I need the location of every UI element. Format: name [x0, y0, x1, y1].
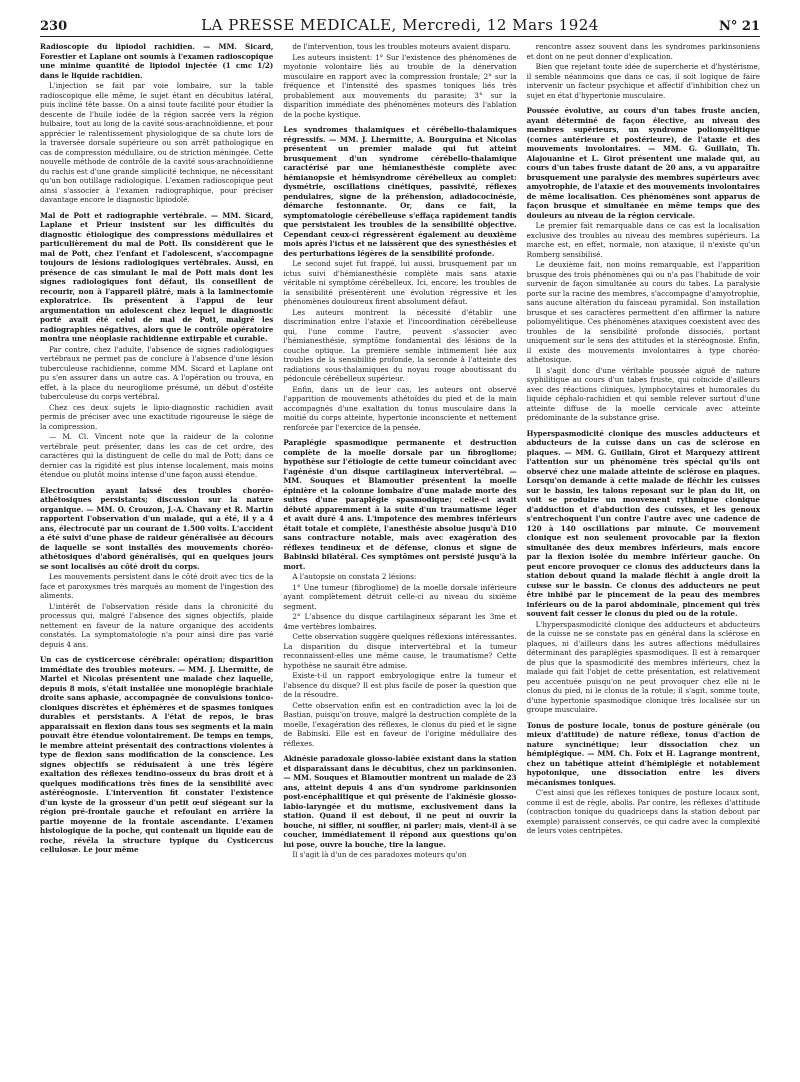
paragraph: C'est ainsi que les réflexes toniques de posture locaux sont, comme il est de règle, abolis. Par contre, les réflexes d'attitude (contraction tonique du quadriceps dans la station debout par exemple) paraissent conservés, ce qui cadre avec la complexité de leurs voies centripètes.: [526, 788, 760, 835]
column-left: [40, 42, 273, 1074]
article-heading: Electrocution ayant laissé des troubles choréo-athétosiques persistants; discussion sur la nature organique. — MM. O. Crouzon, J.-A. Chavany et R. Martin rapportent l'observation d'un malade, qui a été, il y a 4 ans, électrocuté par un courant de 1.500 volts. L'accident a été suivi d'une phase de raideur généralisée au décours de laquelle se sont installés des mouvements choréo-athétosiques d'abord généralisés, qui en quelques jours se sont localisés au côté droit du corps.: [40, 485, 274, 571]
paragraph: Enfin, dans un de leur cas, les auteurs ont observé l'apparition de mouvements athétoïdes du pied et de la main accompagnés d'une exaltation du tonus musculaire dans la moitié du corps atteinte, hypertonie inconsciente et nettement renforcée par l'exercice de la pensée.: [283, 384, 517, 432]
paragraph: L'hyperspasmodicité clonique des adducteurs et abducteurs de la cuisse ne se constate pas en général dans la sclérose en plaques, ni d'ailleurs dans les autres affections médullaires déterminant des paraplégies spasmodiques. Il est à remarquer de plus que la spasmodicité des membres inférieurs, chez la malade qui fait l'objet de cette présentation, est relativement peu accentuée puisqu'on ne peut provoquer chez elle ni le clonus du pied, ni le clonus de la rotule; il s'agit, somme toute, d'une hypertonie spasmodique clonique très localisée sur un groupe musculaire.: [526, 619, 760, 714]
article-heading: Hyperspasmodicité clonique des muscles adducteurs et abducteurs de la cuisse dans un cas de sclérose en plaques. — MM. G. Guillain, Girot et Marquezy attirent l'attention sur un phénomène très spécial qu'ils ont observé chez une malade atteinte de sclérose en plaques. Lorsqu'on demande à cette malade de fléchir les cuisses sur le bassin, les talons reposant sur le plan du lit, on voit se produire un mouvement rythmique clonique d'adduction et d'abduction des cuisses, et les genoux s'entrechoquent l'un contre l'autre avec une cadence de 120 à 140 oscillations par minute. Ce mouvement clonique est non seulement provocable par la flexion simultanée des deux membres inférieurs, mais encore par la flexion isolée du membre inférieur gauche. On peut encore provoquer ce clonus des adducteurs dans la station debout quand la malade fléchit à angle droit la cuisse sur le bassin. Ce clonus des adducteurs ne peut être inhibé par le pincement de la peau des membres inférieurs ou de la paroi abdominale, pincement qui très souvent fait cesser le clonus du pied ou de la rotule.: [526, 428, 760, 618]
paragraph: de l'intervention, tous les troubles moteurs avaient disparu.: [292, 42, 511, 51]
paragraph: rencontre assez souvent dans les syndromes parkinsoniens et dont on ne peut donner d'explication.: [526, 42, 760, 61]
article-heading: Mal de Pott et radiographie vertébrale. — MM. Sicard, Laplane et Prieur insistent sur les difficultés du diagnostic étiologique des compressions médullaires et particulièrement du mal de Pott. Ils considèrent que le mal de Pott, chez l'enfant et l'adolescent, s'accompagne toujours de lésions radiologiques vertébrales. Aussi, en présence de cas simulant le mal de Pott mais dont les signes radiologiques font défaut, ils conseillent de recourir, non à l'appareil plâtré, mais à la laminectomie exploratrice. Ils présentent à l'appui de leur argumentation un adolescent chez lequel le diagnostic porté avait été celui de mal de Pott, malgré les radiographies négatives, alors que le contrôle opératoire montra une néoplasie rachidienne extirpable et curable.: [40, 210, 274, 343]
column-right: [527, 42, 760, 1074]
paragraph: L'intérêt de l'observation réside dans la chronicité du processus qui, malgré l'absence des signes objectifs, plaide nettement en faveur de la nature organique des accidents constatés. La symptomatologie n'a pour ainsi dire pas varié depuis 4 ans.: [40, 601, 274, 649]
column-middle: [283, 42, 516, 1074]
page-number: 230: [40, 19, 68, 34]
paragraph: A l'autopsie on constata 2 lésions:: [292, 572, 417, 581]
paragraph: Existe-t-il un rapport embryologique entre la tumeur et l'absence du disque? Il est plus facile de poser la question que de la résoudre.: [283, 671, 517, 699]
paragraph: Bien que rejetant toute idée de supercherie et d'hystérisme, il semble néanmoins que dans ce cas, il soit logique de faire intervenir un facteur psychique et affectif d'inhibition chez un sujet en état d'hypertonie musculaire.: [526, 62, 760, 100]
paragraph: Le deuxième fait, non moins remarquable, est l'apparition brusque des trois phénomènes qui ou n'a pas l'habitude de voir survenir de façon simultanée au cours du tabes. La paralysie porte sur la racine des membres, s'accompagne d'amyotrophie, sans aucune altération du faisceau pyramidal. Son installation brusque et ses caractères permettent d'en affirmer la nature poliomyélitique. Ces phénomènes ataxiques coexistent avec des troubles de la sensibilité profonde dissociés, portant uniquement sur le sens des attitudes et la stéréognosie. Enfin, il existe des mouvements involontaires à type choréo-athétosique.: [526, 260, 760, 364]
article-heading: Les syndromes thalamiques et cérébello-thalamiques régressifs. — MM. J. Lhermitte, A. Bourguina et Nicolas présentent un premier malade qui fut atteint brusquement d'un syndrome cérébello-thalamique caractérisé par une hémianesthésie complète avec hémianopsie et hémisyndrome cérébelleux au complet: dysmétrie, oscillations cinétiques, passivité, réflexes pendulaires, signe de la préhension, adiadococinésie, démarche festonnante. Or, dans ce fait, la symptomatologie cérébelleuse s'effaça rapidement tandis que persistaient les troubles de la sensibilité objective. Cependant ceux-ci régressèrent également au deuxième mois après l'ictus et ne laissèrent que des synesthésies et des perturbations légères de la sensibilité profonde.: [283, 125, 517, 258]
article-heading: Tonus de posture locale, tonus de posture générale (ou mieux d'attitude) de nature réflexe, tonus d'action de nature syncinétique; leur dissociation chez un hémiplégique. — MM. Ch. Foix et H. Lagrange montrent, chez un tabétique atteint d'hémiplégie et notablement hypotonique, une dissociation entre les divers mécanismes toniques.: [526, 720, 760, 787]
paragraph: Les mouvements persistent dans le côté droit avec tics de la face et paroxysmes très marqués au moment de l'ingestion des aliments.: [40, 572, 274, 600]
article-heading: Akinésie paradoxale glosso-labiée existant dans la station et disparaissant dans le décubitus, chez un parkinsonien. — MM. Souques et Blamoutier montrent un malade de 23 ans, atteint depuis 4 ans d'un syndrome parkinsonien post-encéphalitique et qui présente de l'akinésie glosso-labio-laryngée et du mutisme, exclusivement dans la station. Quand il est debout, il ne peut ni ouvrir la bouche, ni siffler, ni souffler, ni parler; mais, vient-il à se coucher, immédiatement il répond aux questions qu'on lui pose, ouvre la bouche, tire la langue.: [283, 754, 517, 849]
page-header: [40, 8, 760, 37]
article-heading: Radioscopie du lipiodol rachidien. — MM. Sicard, Forestier et Laplane ont soumis à l'examen radioscopique une minime quantité de lipiodol injectée (1 cmc 1/2) dans le liquide rachidien.: [40, 42, 274, 80]
paragraph: Il s'agit donc d'une véritable poussée aiguë de nature syphilitique au cours d'un tabes fruste, qui coïncide d'ailleurs avec des réactions cliniques, lymphocytaires et humorales du liquide céphalo-rachidien et qui semble relever surtout d'une atteinte diffuse de la moelle cervicale avec atteinte prédominante de la substance grise.: [526, 365, 760, 422]
article-heading: Poussée évolutive, au cours d'un tabes fruste ancien, ayant déterminé de façon élective, au niveau des membres supérieurs, un syndrome poliomyélitique (cornes antérieure et postérieure), de l'ataxie et des mouvements involontaires. — MM. G. Guillain, Th. Alajouanine et L. Girot présentent une malade qui, au cours d'un tabes fruste datant de 20 ans, a vu apparaître brusquement une paralysie des membres supérieurs avec amyotrophie, de l'ataxie et des mouvements involontaires de même localisation. Ces phénomènes sont apparus de façon brusque et simultanée en même temps que des douleurs au niveau de la région cervicale.: [526, 106, 760, 220]
issue-number: N° 21: [719, 19, 760, 34]
article-heading: Paraplégie spasmodique permanente et destruction complète de la moelle dorsale par un fibrogliome; hypothèse sur l'étiologie de cette tumeur coïncidant avec l'agénésie d'un disque cartilagineux intervertébral. — MM. Souques et Blamoutier présentent la moelle épinière et la colonne lombaire d'une malade morte des suites d'une paraplégie spasmodique; celle-ci avait débuté apparemment à la suite d'un traumatisme léger et avait duré 4 ans. L'impotence des membres inférieurs était totale et complète, l'anesthésie absolue jusqu'à D10 sans contracture notable, mais avec exagération des réflexes tendineux et de défense, clonus et signe de Babinski bilatéral. Ces symptômes ont persisté jusqu'à la mort.: [283, 438, 517, 571]
paragraph: Chez ces deux sujets le lipio-diagnostic rachidien avait permis de préciser avec une exactitude rigoureuse le siège de la compression.: [40, 402, 274, 431]
paragraph: Le premier fait remarquable dans ce cas est la localisation exclusive des troubles au niveau des membres supérieurs. La marche est, en effet, normale, non ataxique, il n'existe qu'un Romberg sensibilisé.: [526, 221, 760, 259]
paragraph: 1° Une tumeur (fibrogliome) de la moelle dorsale inférieure ayant complètement détruit celle-ci au niveau du sixième segment.: [283, 582, 517, 611]
paragraph: Par contre, chez l'adulte, l'absence de signes radiologiques vertébraux ne permet pas de conclure à l'absence d'une lésion tuberculeuse rachidienne, comme MM. Sicard et Laplane ont pu s'en assurer dans un autre cas. A l'opération ou trouva, en effet, à la place du neurogliome présumé, un début d'ostéite tuberculeuse du corps vertébral.: [40, 344, 274, 401]
paragraph: — M. Cl. Vincent note que la raideur de la colonne vertébrale peut présenter, dans les cas de cet ordre, des caractères qui la distinguent de celle du mal de Pott; dans ce dernier cas la rigidité est plus intense localement, mais moins étendue ou plutôt moins intense d'une façon aussi étendue.: [40, 432, 274, 479]
paragraph: Le second sujet fut frappé, lui aussi, brusquement par un ictus suivi d'hémianesthésie complète mais sans ataxie véritable ni symptôme cérébelleux. Ici, encore, les troubles de la sensibilité présentèrent une évolution régressive et les phénomènes douloureux firent absolument défaut.: [283, 259, 517, 306]
journal-title: LA PRESSE MEDICALE, Mercredi, 12 Mars 1924: [201, 16, 599, 34]
paragraph: 2° L'absence du disque cartilagineux séparant les 3me et 4me vertèbres lombaires.: [283, 612, 517, 631]
article-heading: Un cas de cysticercose cérébrale: opération; disparition immédiate des troubles moteurs. — MM. J. Lhermitte, de Martel et Nicolas présentent une malade chez laquelle, depuis 8 mois, s'était installée une monoplégie brachiale droite sans aphasie, accompagnée de convulsions tonico-cloniques discrètes et éphémères et de spasmes toniques durables et persistants. A l'état de repos, le bras apparaissait en flexion dans tous ses segments et la main pouvait être étendue volontairement. De temps en temps, le membre atteint présentait des contractions violentes à type de flexion sans modification de la conscience. Les signes objectifs se réduisaient à une très légère exaltation des réflexes tendino-osseux du bras droit et à quelques modifications très fines de la sensibilité avec astéréognosie. L'intervention fit constater l'existence d'un kyste de la grosseur d'un petit œuf siégeant sur la région pré-frontale gauche et refoulant en arrière la partie moyenne de la frontale ascendante. L'examen histologique de la poche, qui contenait un liquide eau de roche, révéla la structure typique du Cysticercus cellulosæ. Le jour même: [40, 655, 274, 854]
paragraph: Les auteurs insistent: 1° Sur l'existence des phénomènes de myotonie volontaire liés au trouble de la dénervation musculaire en rapport avec la compression frontale; 2° sur la fréquence et l'intensité des spasmes toniques liés très probablement aux mouvements du parasite; 3° sur la disparition immédiate des phénomènes moteurs dès l'ablation de la poche kystique.: [283, 52, 517, 119]
paragraph: Cette observation enfin est en contradiction avec la loi de Bastian, puisqu'on trouve, malgré la destruction complète de la moelle, l'exagération des réflexes, le clonus du pied et le signe de Babinski. Elle est en faveur de l'origine médullaire des réflexes.: [283, 700, 517, 748]
paragraph: Cette observation suggère quelques réflexions intéressantes. La disparition du disque intervertébral et la tumeur reconnaissent-elles une même cause, le traumatisme? Cette hypothèse ne saurait être admise.: [283, 632, 517, 670]
paragraph: Les auteurs montrent la nécessité d'établir une discrimination entre l'ataxie et l'incoordination cérébelleuse qui, l'une comme l'autre, peuvent s'associer avec l'hémianesthésie, symptôme fondamental des lésions de la couche optique. La première semble intimement liée aux troubles de la sensibilité profonde, la seconde à l'atteinte des radiations sous-thalamiques du noyau rouge aboutissant du pédoncule cérébelleux supérieur.: [283, 307, 517, 383]
paragraph: L'injection se fait par voie lombaire, sur la table radioscopique elle même, le sujet étant en décubitus latéral, puis incliné tête basse. On a ainsi toute facilité pour étudier la descente de l'huile iodée de la région sacrée vers la région bulbaire, tout au long de la cavité sous-arachnoïdienne, et pour apprécier le ralentissement physiologique de sa chute lors de la traversée dorsale supérieure ou son arrêt pathologique en cas de compression médullaire, ou de striction méningée. Cette nouvelle méthode de contrôle de la cavité sous-arachnoïdienne du rachis est d'une grande simplicité technique, ne nécessitant qu'un bon outillage radiologique. L'examen radioscopique peut ainsi s'associer à l'examen radiographique, pour préciser davantage encore le diagnostic lipiodolé.: [40, 81, 274, 204]
paragraph: Il s'agit là d'un de ces paradoxes moteurs qu'on: [292, 850, 467, 859]
article-columns: [40, 42, 760, 1074]
